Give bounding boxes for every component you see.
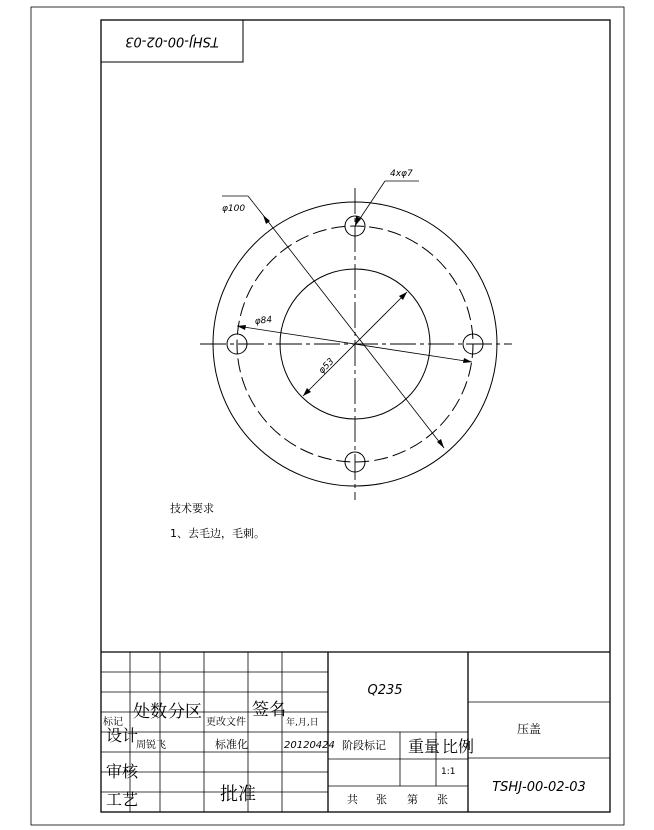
label-zhang-2: 张 (437, 793, 448, 806)
design-date: 20120424 (284, 740, 335, 751)
bolt-circle-dimension (237, 315, 472, 363)
label-pizhun: 批准 (220, 784, 256, 805)
inner-diameter-label: φ53 (317, 356, 337, 377)
part-view (200, 169, 512, 500)
label-bili: 比例 (442, 737, 475, 756)
bolt-circle-label: φ84 (254, 315, 273, 327)
scale-value: 1:1 (441, 767, 456, 777)
label-gongyi: 工艺 (106, 790, 139, 809)
title-block (101, 652, 610, 812)
part-name-text: 压盖 (516, 722, 542, 736)
rotated-code-box (101, 20, 243, 62)
label-biaoji: 标记 (103, 717, 123, 728)
label-biaozhunhua: 标准化 (215, 738, 248, 751)
rotated-drawing-code: TSHJ-00-02-03 (125, 33, 219, 49)
label-fenqu: 分区 (168, 702, 202, 722)
tech-req-title: 技术要求 (170, 502, 214, 515)
label-zhongliang: 重量 (408, 737, 441, 756)
label-gong: 共 (347, 793, 358, 806)
label-di: 第 (407, 793, 418, 806)
label-qianming: 签名 (252, 700, 286, 720)
technical-requirements (170, 501, 265, 540)
designer-name: 周锐飞 (136, 740, 166, 751)
drawing-number-text: TSHJ-00-02-03 (492, 780, 586, 795)
label-shenhe: 审核 (106, 762, 139, 781)
holes-label: 4xφ7 (390, 169, 413, 179)
label-chushu: 处数 (133, 702, 167, 722)
outer-diameter-label: φ100 (222, 204, 246, 214)
inner-frame (101, 20, 610, 812)
material-text: Q235 (367, 683, 403, 698)
label-zhang-1: 张 (376, 793, 387, 806)
label-nianyueri: 年,月,日 (286, 718, 319, 728)
holes-leader (355, 169, 419, 226)
label-sheji: 设计 (106, 726, 139, 745)
label-jieduan: 阶段标记 (342, 739, 386, 752)
label-gengai: 更改文件 (206, 717, 246, 728)
tech-req-item-1: 1、去毛边，毛刺。 (170, 527, 265, 540)
